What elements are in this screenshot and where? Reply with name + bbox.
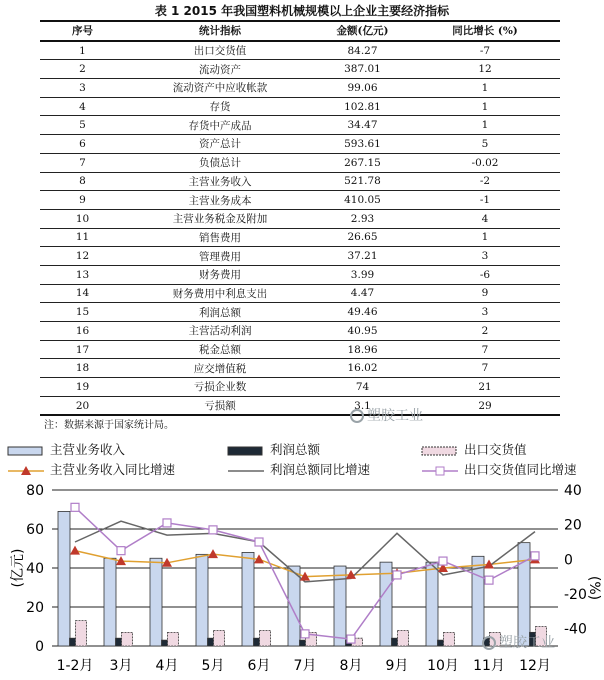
cell-indicator: 主营活动利润: [125, 322, 315, 341]
bar-revenue: [288, 566, 300, 646]
cell-growth: 3: [410, 247, 560, 266]
bar-revenue: [58, 511, 70, 646]
cell-amount: 2.93: [315, 209, 410, 228]
bar-export: [260, 630, 271, 646]
legend-item-line3: [420, 460, 577, 478]
legend-label-line3: 出口交货值同比增速: [463, 462, 577, 477]
cell-amount: 3.99: [315, 265, 410, 284]
cell-growth: 4: [410, 209, 560, 228]
table-row: [40, 265, 560, 284]
y2-tick-label: 40: [564, 483, 582, 499]
point-export-growth: [163, 519, 171, 527]
table-row: [40, 359, 560, 378]
table-row: [40, 135, 560, 154]
x-tick-label: 7月: [293, 658, 317, 674]
y2-tick-label: 0: [564, 552, 573, 569]
point-export-growth: [439, 557, 447, 565]
legend-swatch-line1: [6, 465, 46, 477]
legend-label-bar3: 出口交货值: [463, 442, 527, 457]
cell-growth: 1: [410, 79, 560, 98]
y2-axis-label: (%): [586, 575, 602, 601]
table-row: [40, 191, 560, 210]
cell-growth: -2: [410, 172, 560, 191]
legend-swatch-bar2: [226, 445, 266, 457]
cell-amount: 3.1: [315, 396, 410, 415]
bar-revenue: [334, 566, 346, 646]
watermark-top: 塑胶工业: [350, 405, 423, 425]
x-tick-label: 6月: [247, 658, 271, 674]
x-tick-label: 12月: [519, 658, 551, 674]
table-row: [40, 396, 560, 415]
y-tick-label: 80: [26, 483, 44, 499]
legend-swatch-bar3: [420, 445, 460, 457]
x-tick-label: 4月: [155, 658, 179, 674]
cell-index: 9: [40, 191, 125, 210]
point-export-growth: [71, 503, 79, 511]
legend-swatch-bar1: [6, 445, 46, 457]
cell-amount: 267.15: [315, 153, 410, 172]
y2-tick-label: -40: [564, 621, 587, 638]
cell-indicator: 主营业务成本: [125, 191, 315, 210]
cell-growth: -0.02: [410, 153, 560, 172]
cell-index: 14: [40, 284, 125, 303]
cell-growth: -7: [410, 41, 560, 60]
cell-indicator: 主营业务收入: [125, 172, 315, 191]
header-growth: 同比增长 (%): [410, 21, 560, 41]
cell-growth: 1: [410, 228, 560, 247]
cell-indicator: 财务费用: [125, 265, 315, 284]
bar-profit: [392, 638, 399, 646]
x-tick-label: 8月: [339, 658, 363, 674]
cell-growth: 12: [410, 60, 560, 79]
y2-tick-label: 20: [564, 517, 582, 534]
y-tick-label: 0: [35, 639, 44, 655]
bar-profit: [254, 638, 261, 646]
point-export-growth: [117, 547, 125, 555]
table-row: [40, 97, 560, 116]
legend-item-bar2: [226, 440, 320, 458]
cell-growth: 9: [410, 284, 560, 303]
cell-index: 15: [40, 303, 125, 322]
cell-index: 5: [40, 116, 125, 135]
legend-label-bar2: 利润总额: [269, 442, 320, 457]
table-row: [40, 79, 560, 98]
bar-export: [398, 630, 409, 646]
table-title: 表 1 2015 年我国塑料机械规模以上企业主要经济指标: [154, 4, 450, 18]
point-export-growth: [347, 635, 355, 643]
point-export-growth: [531, 552, 539, 560]
point-revenue-growth: [70, 546, 80, 555]
legend-item-line2: [226, 460, 370, 478]
cell-indicator: 税金总额: [125, 340, 315, 359]
cell-growth: 2: [410, 322, 560, 341]
x-tick-label: 10月: [427, 658, 459, 674]
point-export-growth: [393, 571, 401, 579]
table-row: [40, 378, 560, 397]
cell-amount: 37.21: [315, 247, 410, 266]
x-tick-label: 9月: [385, 658, 409, 674]
cell-index: 8: [40, 172, 125, 191]
bar-revenue: [104, 558, 116, 646]
chart-legend: [0, 438, 604, 482]
cell-growth: 3: [410, 303, 560, 322]
cell-index: 12: [40, 247, 125, 266]
cell-index: 17: [40, 340, 125, 359]
cell-amount: 49.46: [315, 303, 410, 322]
point-export-growth: [301, 630, 309, 638]
watermark-logo-icon-2: [482, 636, 496, 650]
cell-indicator: 财务费用中利息支出: [125, 284, 315, 303]
cell-amount: 99.06: [315, 79, 410, 98]
bar-revenue: [380, 562, 392, 646]
cell-growth: 1: [410, 97, 560, 116]
cell-indicator: 主营业务税金及附加: [125, 209, 315, 228]
x-tick-label: 11月: [473, 658, 505, 674]
legend-label-bar1: 主营业务收入: [49, 442, 125, 457]
watermark-logo-icon: [350, 409, 364, 423]
bar-revenue: [518, 543, 530, 646]
y-tick-label: 20: [26, 600, 44, 616]
cell-index: 19: [40, 378, 125, 397]
cell-index: 18: [40, 359, 125, 378]
cell-growth: -6: [410, 265, 560, 284]
cell-growth: 29: [410, 396, 560, 415]
y2-tick-label: -20: [564, 587, 587, 603]
cell-indicator: 资产总计: [125, 135, 315, 154]
cell-growth: 21: [410, 378, 560, 397]
cell-indicator: 应交增值税: [125, 359, 315, 378]
y-axis-label: (亿元): [10, 548, 26, 588]
table-row: [40, 303, 560, 322]
economic-indicators-table: [40, 20, 560, 416]
cell-indicator: 存货中产成品: [125, 116, 315, 135]
cell-index: 10: [40, 209, 125, 228]
table-row: [40, 153, 560, 172]
cell-amount: 16.02: [315, 359, 410, 378]
cell-index: 16: [40, 322, 125, 341]
cell-indicator: 亏损额: [125, 396, 315, 415]
x-tick-label: 3月: [109, 658, 133, 674]
cell-amount: 74: [315, 378, 410, 397]
cell-index: 6: [40, 135, 125, 154]
y-tick-label: 40: [26, 561, 44, 577]
cell-indicator: 销售费用: [125, 228, 315, 247]
cell-growth: 7: [410, 340, 560, 359]
table-row: [40, 172, 560, 191]
cell-amount: 18.96: [315, 340, 410, 359]
cell-indicator: 流动资产中应收帐款: [125, 79, 315, 98]
cell-amount: 34.47: [315, 116, 410, 135]
legend-item-line1: [6, 460, 175, 478]
cell-growth: 5: [410, 135, 560, 154]
legend-item-bar1: [6, 440, 125, 458]
cell-growth: -1: [410, 191, 560, 210]
cell-amount: 84.27: [315, 41, 410, 60]
cell-index: 2: [40, 60, 125, 79]
bar-export: [76, 621, 87, 646]
cell-indicator: 流动资产: [125, 60, 315, 79]
bar-revenue: [150, 558, 162, 646]
point-revenue-growth: [208, 549, 218, 558]
bar-export: [214, 630, 225, 646]
table-row: [40, 228, 560, 247]
cell-amount: 387.01: [315, 60, 410, 79]
table-row: [40, 209, 560, 228]
table-row: [40, 284, 560, 303]
cell-growth: 7: [410, 359, 560, 378]
table-row: [40, 116, 560, 135]
x-tick-label: 5月: [201, 658, 225, 674]
cell-amount: 593.61: [315, 135, 410, 154]
cell-indicator: 管理费用: [125, 247, 315, 266]
cell-index: 3: [40, 79, 125, 98]
cell-amount: 410.05: [315, 191, 410, 210]
bar-revenue: [242, 552, 254, 646]
cell-amount: 26.65: [315, 228, 410, 247]
legend-item-bar3: [420, 440, 527, 458]
cell-indicator: 利润总额: [125, 303, 315, 322]
bar-export: [122, 632, 133, 646]
table-row: [40, 322, 560, 341]
table-row: [40, 247, 560, 266]
table-row: [40, 340, 560, 359]
cell-amount: 102.81: [315, 97, 410, 116]
table-header-row: [40, 21, 560, 41]
cell-index: 11: [40, 228, 125, 247]
table-row: [40, 41, 560, 60]
bar-revenue: [426, 562, 438, 646]
watermark-bottom: 塑胶工业: [482, 632, 555, 652]
bar-export: [168, 632, 179, 646]
point-export-growth: [255, 538, 263, 546]
y-tick-label: 60: [26, 522, 44, 538]
cell-amount: 4.47: [315, 284, 410, 303]
legend-label-line1: 主营业务收入同比增速: [49, 462, 175, 477]
source-note: 注：数据来源于国家统计局。: [44, 420, 174, 431]
cell-indicator: 出口交货值: [125, 41, 315, 60]
cell-index: 20: [40, 396, 125, 415]
cell-indicator: 亏损企业数: [125, 378, 315, 397]
legend-swatch-line3: [420, 465, 460, 477]
bar-export: [444, 632, 455, 646]
cell-indicator: 存货: [125, 97, 315, 116]
header-index: 序号: [40, 21, 125, 41]
cell-growth: 1: [410, 116, 560, 135]
x-tick-label: 1-2月: [56, 658, 94, 674]
table-row: [40, 60, 560, 79]
legend-label-line2: 利润总额同比增速: [269, 462, 370, 477]
cell-index: 4: [40, 97, 125, 116]
point-export-growth: [209, 526, 217, 534]
header-indicator: 统计指标: [125, 21, 315, 41]
cell-amount: 521.78: [315, 172, 410, 191]
cell-index: 7: [40, 153, 125, 172]
cell-amount: 40.95: [315, 322, 410, 341]
legend-swatch-line2: [226, 465, 266, 477]
cell-indicator: 负债总计: [125, 153, 315, 172]
header-amount: 金额(亿元): [315, 21, 410, 41]
bar-revenue: [196, 554, 208, 646]
cell-index: 1: [40, 41, 125, 60]
bar-profit: [208, 638, 215, 646]
point-export-growth: [485, 576, 493, 584]
cell-index: 13: [40, 265, 125, 284]
